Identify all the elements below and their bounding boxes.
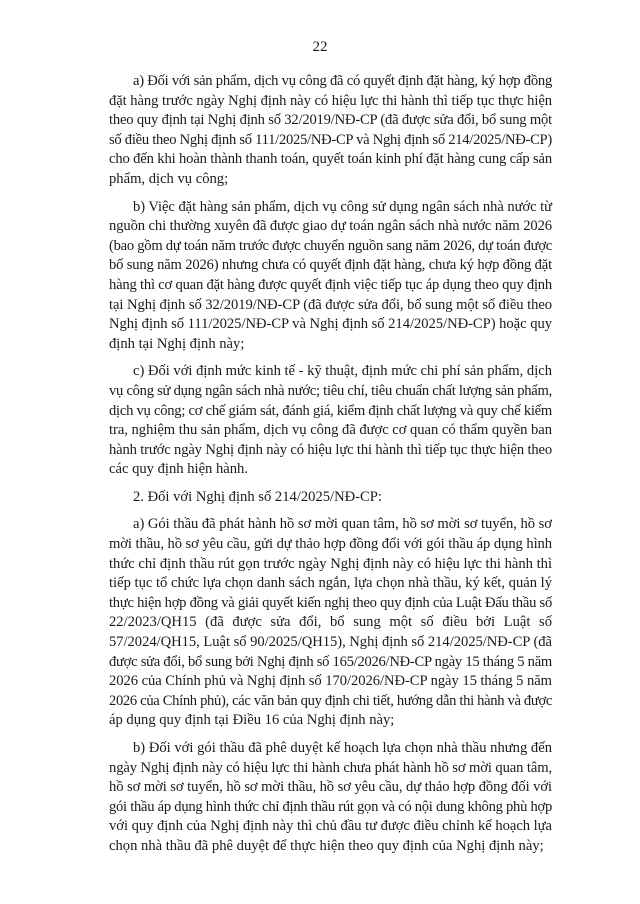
section-heading-2 — [109, 488, 552, 508]
text-line: tra, nghiệm thu sản phẩm, dịch vụ công đã được cơ quan có thẩm quyền ban — [109, 422, 552, 439]
text-line: hàng thì cơ quan đặt hàng được quyết định việc tiếp tục áp dụng theo quy định — [109, 276, 552, 293]
text-line: b) Đối với gói thầu đã phê duyệt kế hoạch lựa chọn nhà thầu nhưng đến — [133, 740, 552, 756]
document-body — [109, 72, 552, 865]
text-line: c) Đối với định mức kinh tế - kỹ thuật, định mức chi phí sản phẩm, dịch — [133, 363, 552, 380]
text-line: tiếp tục tổ chức lựa chọn danh sách ngắn, lựa chọn nhà thầu, ký kết, quản lý — [109, 575, 552, 592]
text-line: định tại Nghị định này; — [109, 335, 245, 352]
text-line: 2026 của Chính phủ), các văn bản quy định chi tiết, hướng dẫn thi hành và được — [109, 692, 552, 709]
text-line: phẩm, dịch vụ công; — [109, 170, 229, 187]
text-line: các quy định hiện hành. — [109, 461, 249, 478]
text-line: thực hiện hợp đồng và giải quyết kiến nghị theo quy định của Luật Đấu thầu số — [109, 594, 552, 611]
text-line: bổ sung năm 2026) nhưng chưa có quyết định đặt hàng, chưa ký hợp đồng đặt — [109, 257, 552, 274]
text-line: 2026 của Chính phủ và Nghị định số 170/2026/NĐ-CP ngày 15 tháng 5 năm — [109, 673, 552, 690]
text-line: gói thầu áp dụng hình thức chỉ định thầu rút gọn và có nội dung không phù hợp — [109, 798, 553, 815]
paragraph-2a — [109, 515, 552, 731]
text-line: vụ công sử dụng ngân sách nhà nước; tiêu chí, tiêu chuẩn chất lượng sản phẩm, — [109, 382, 552, 399]
text-line: theo quy định tại Nghị định số 32/2019/NĐ-CP (đã được sửa đổi, bổ sung một — [109, 112, 552, 129]
text-line: số điều theo Nghị định số 111/2025/NĐ-CP và Nghị định số 214/2025/NĐ-CP) — [109, 131, 552, 148]
text-line: hồ sơ mời sơ tuyển, hồ sơ mời thầu, hồ sơ yêu cầu, dự thảo hợp đồng đối với — [109, 779, 552, 796]
text-line: thức chỉ định thầu rút gọn trước ngày Nghị định này có hiệu lực thi hành thì — [109, 555, 552, 572]
text-line: 22/2023/QH15 (đã được sửa đổi, bổ sung một số điều bởi Luật số — [109, 614, 552, 631]
text-line: (bao gồm dự toán năm trước được chuyển nguồn sang năm 2026, dự toán được — [109, 237, 552, 254]
paragraph-1a — [109, 72, 552, 190]
text-line: 2. Đối với Nghị định số 214/2025/NĐ-CP: — [133, 488, 382, 505]
text-line: tại Nghị định số 32/2019/NĐ-CP (đã được sửa đổi, bổ sung một số điều theo — [109, 296, 552, 313]
text-line: cho đến khi hoàn thành thanh toán, quyết toán kinh phí đặt hàng cung cấp sản — [109, 151, 552, 168]
text-line: Nghị định số 111/2025/NĐ-CP và Nghị định số 214/2025/NĐ-CP) hoặc quy — [109, 316, 552, 333]
text-line: a) Gói thầu đã phát hành hồ sơ mời quan tâm, hồ sơ mời sơ tuyển, hồ sơ — [133, 516, 552, 533]
text-line: dịch vụ công; cơ chế giám sát, đánh giá, kiểm định chất lượng và quy chế kiểm — [109, 402, 552, 419]
page-number: 22 — [312, 39, 328, 55]
text-line: được sửa đổi, bổ sung bởi Nghị định số 165/2026/NĐ-CP ngày 15 tháng 5 năm — [109, 653, 552, 670]
text-line: b) Việc đặt hàng sản phẩm, dịch vụ công sử dụng ngân sách nhà nước từ — [133, 198, 552, 215]
text-line: với quy định của Nghị định này thì chủ đầu tư được điều chỉnh kế hoạch lựa — [109, 818, 552, 835]
text-line: ngày Nghị định này có hiệu lực thi hành chưa phát hành hồ sơ mời quan tâm, — [109, 759, 552, 776]
paragraph-2b — [109, 739, 552, 857]
text-line: áp dụng quy định tại Điều 16 của Nghị định này; — [109, 712, 395, 729]
paragraph-1c — [109, 362, 552, 480]
text-line: mời thầu, hồ sơ yêu cầu, gửi dự thảo hợp đồng đối với gói thầu áp dụng hình — [109, 536, 552, 553]
text-line: đặt hàng trước ngày Nghị định này có hiệu lực thi hành thì tiếp tục thực hiện — [109, 92, 552, 109]
text-line: hành trước ngày Nghị định này có hiệu lực thi hành thì tiếp tục thực hiện theo — [109, 441, 552, 458]
text-line: 57/2024/QH15, Luật số 90/2025/QH15), Nghị định số 214/2025/NĐ-CP (đã — [109, 634, 552, 651]
text-line: nguồn chi thường xuyên đã được giao dự toán ngân sách nhà nước năm 2026 — [109, 218, 552, 235]
text-line: chọn nhà thầu đã phê duyệt để thực hiện theo quy định của Nghị định này; — [109, 837, 544, 854]
paragraph-1b — [109, 198, 552, 355]
text-line: a) Đối với sản phẩm, dịch vụ công đã có quyết định đặt hàng, ký hợp đồng — [133, 73, 552, 89]
